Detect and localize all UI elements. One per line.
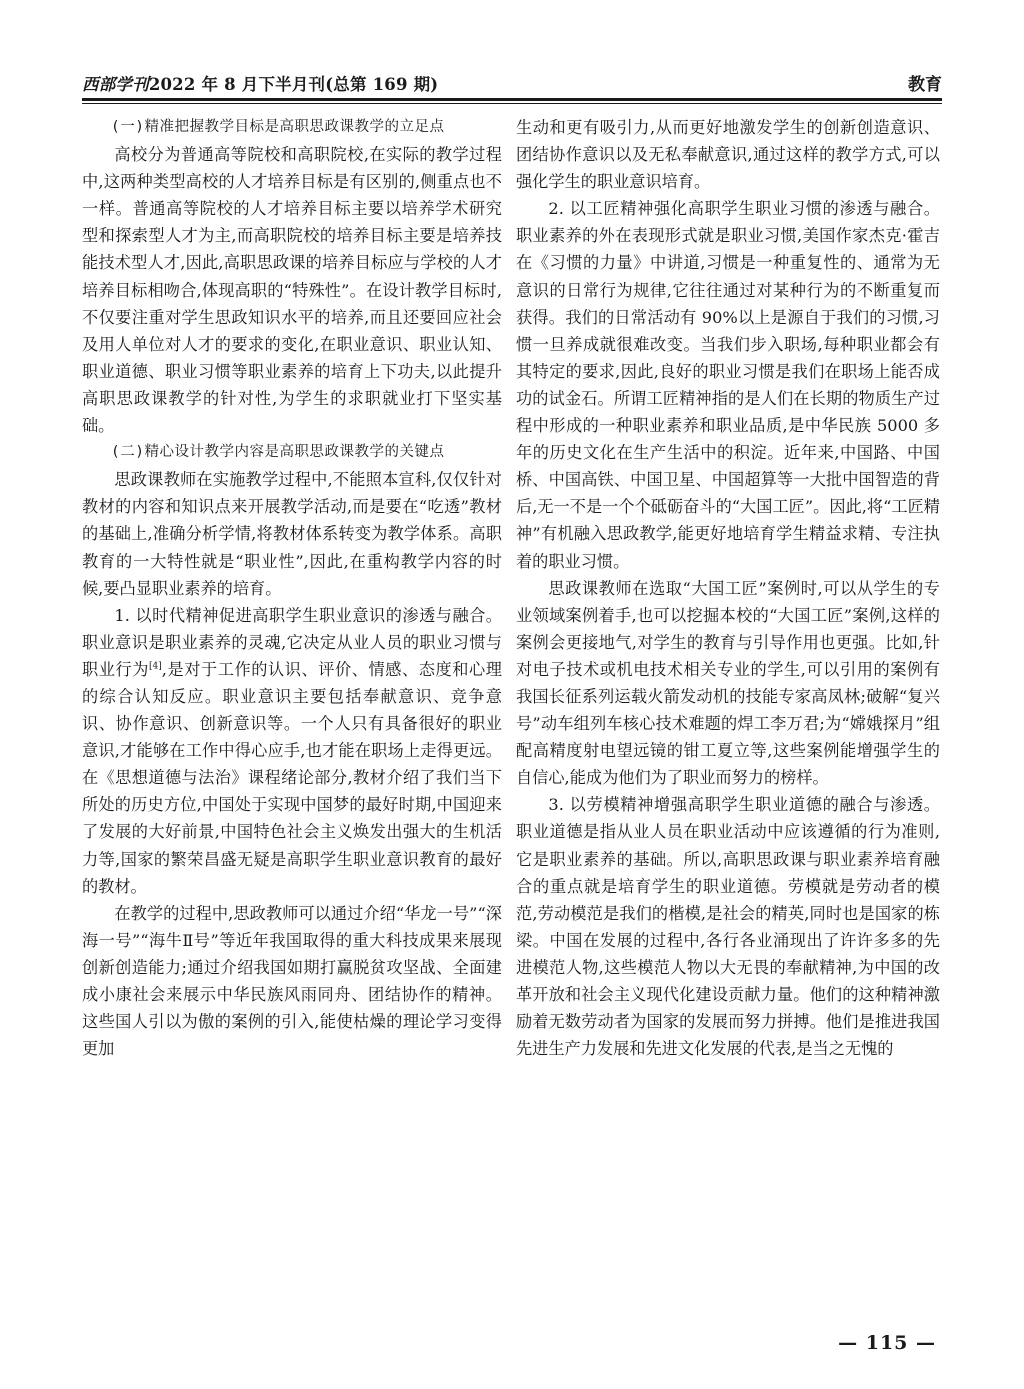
- section-name: 教育: [908, 75, 942, 95]
- journal-issue: 2022 年 8 月下半月刊(总第 169 期): [148, 75, 439, 94]
- paragraph: 高校分为普通高等院校和高职院校,在实际的教学过程中,这两种类型高校的人才培养目标是有区别的,侧重点也不一样。普通高等院校的人才培养目标主要以培养学术研究型和探索型人才为主,而高职院校的培养目标主要是培养技能技术型人才,因此,高职思政课的培养目标应与学校的人才培养目标相吻合,体现高职的“特殊性”。在设计教学目标时,不仅要注重对学生思政知识水平的培养,而且还要回应社会及用人单位对人才的要求的变化,在职业意识、职业认知、职业道德、职业习惯等职业素养的培育上下功夫,以此提升高职思政课教学的针对性,为学生的求职就业打下坚实基础。: [82, 145, 502, 436]
- paragraph-text: 1. 以时代精神促进高职学生职业意识的渗透与融合。职业意识是职业素养的灵魂,它决定从业人员的职业习惯与职业行为: [82, 605, 502, 679]
- header-rule-thin: [82, 103, 942, 104]
- paragraph: 思政课教师在实施教学过程中,不能照本宣科,仅仅针对教材的内容和知识点来开展教学活动,而是要在“吃透”教材的基础上,准确分析学情,将教材体系转变为教学体系。高职教育的一大特性就是“职业性”,因此,在重构教学内容的时候,要凸显职业素养的培育。: [82, 470, 502, 598]
- subsection-heading-2: (二)精心设计教学内容是高职思政课教学的关键点: [111, 444, 445, 461]
- citation-reference: [4]: [149, 661, 162, 672]
- paragraph: 2. 以工匠精神强化高职学生职业习惯的渗透与融合。职业素养的外在表现形式就是职业习惯,美国作家杰克·霍吉在《习惯的力量》中讲道,习惯是一种重复性的、通常为无意识的日常行为规律,它往往通过对某种行为的不断重复而获得。我们的日常活动有 90%以上是源自于我们的习惯,习惯一旦养成就很难改变。当我们步入职场,每种职业都会有其特定的要求,因此,良好的职业习惯是我们在职场上能否成功的试金石。所谓工匠精神指的是人们在长期的物质生产过程中形成的一种职业素养和职业品质,是中华民族 5000 多年的历史文化在生产生活中的积淀。近年来,中国路、中国桥、中国高铁、中国卫星、中国超算等一大批中国智造的背后,无一不是一个个砥砺奋斗的“大国工匠”。因此,将“工匠精神”有机融入思政教学,能更好地培育学生精益求精、专注执着的职业习惯。: [516, 199, 940, 571]
- paragraph: 在教学的过程中,思政教师可以通过介绍“华龙一号”“深海一号”“海牛Ⅱ号”等近年我国取得的重大科技成果来展现创新创造能力;通过介绍我国如期打赢脱贫攻坚战、全面建成小康社会来展示中华民族风雨同舟、团结协作的精神。这些国人引以为傲的案例的引入,能使枯燥的理论学习变得更加: [82, 903, 502, 1059]
- left-column: [82, 114, 502, 1062]
- journal-title: [82, 72, 438, 98]
- header-rule-thick: [82, 98, 942, 101]
- subsection-heading-1: (一)精准把握教学目标是高职思政课教学的立足点: [111, 119, 445, 135]
- journal-logo: 西部学刊: [82, 75, 149, 94]
- right-column: [516, 114, 940, 1062]
- paragraph-continuation: 生动和更有吸引力,从而更好地激发学生的创新创造意识、团结协作意识以及无私奉献意识,通过这样的教学方式,可以强化学生的职业意识培育。: [516, 118, 940, 192]
- page-number: — 115 —: [838, 1332, 936, 1354]
- paragraph: 思政课教师在选取“大国工匠”案例时,可以从学生的专业领域案例着手,也可以挖掘本校的“大国工匠”案例,这样的案例会更接地气,对学生的教育与引导作用也更强。比如,针对电子技术或机电技术相关专业的学生,可以引用的案例有我国长征系列运载火箭发动机的技能专家高凤林;破解“复兴号”动车组列车核心技术难题的焊工李万君;为“嫦娥探月”组配高精度射电望远镜的钳工夏立等,这些案例能增强学生的自信心,能成为他们为了职业而努力的榜样。: [516, 578, 940, 788]
- paragraph-text: ,是对于工作的认识、评价、情感、态度和心理的综合认知反应。职业意识主要包括奉献意识、竞争意识、协作意识、创新意识等。一个人只有具备很好的职业意识,才能够在工作中得心应手,也才能在职场上走得更远。在《思想道德与法治》课程绪论部分,教材介绍了我们当下所处的历史方位,中国处于实现中国梦的最好时期,中国迎来了发展的大好前景,中国特色社会主义焕发出强大的生机活力等,国家的繁荣昌盛无疑是高职学生职业意识教育的最好的教材。: [82, 659, 502, 896]
- paragraph: 3. 以劳模精神增强高职学生职业道德的融合与渗透。职业道德是指从业人员在职业活动中应该遵循的行为准则,它是职业素养的基础。所以,高职思政课与职业素养培育融合的重点就是培育学生的职业道德。劳模就是劳动者的模范,劳动模范是我们的楷模,是社会的精英,同时也是国家的栋梁。中国在发展的过程中,各行各业涌现出了许许多多的先进模范人物,这些模范人物以大无畏的奉献精神,为中国的改革开放和社会主义现代化建设贡献力量。他们的这种精神激励着无数劳动者为国家的发展而努力拼搏。他们是推进我国先进生产力发展和先进文化发展的代表,是当之无愧的: [516, 795, 940, 1059]
- paragraph: [82, 602, 502, 900]
